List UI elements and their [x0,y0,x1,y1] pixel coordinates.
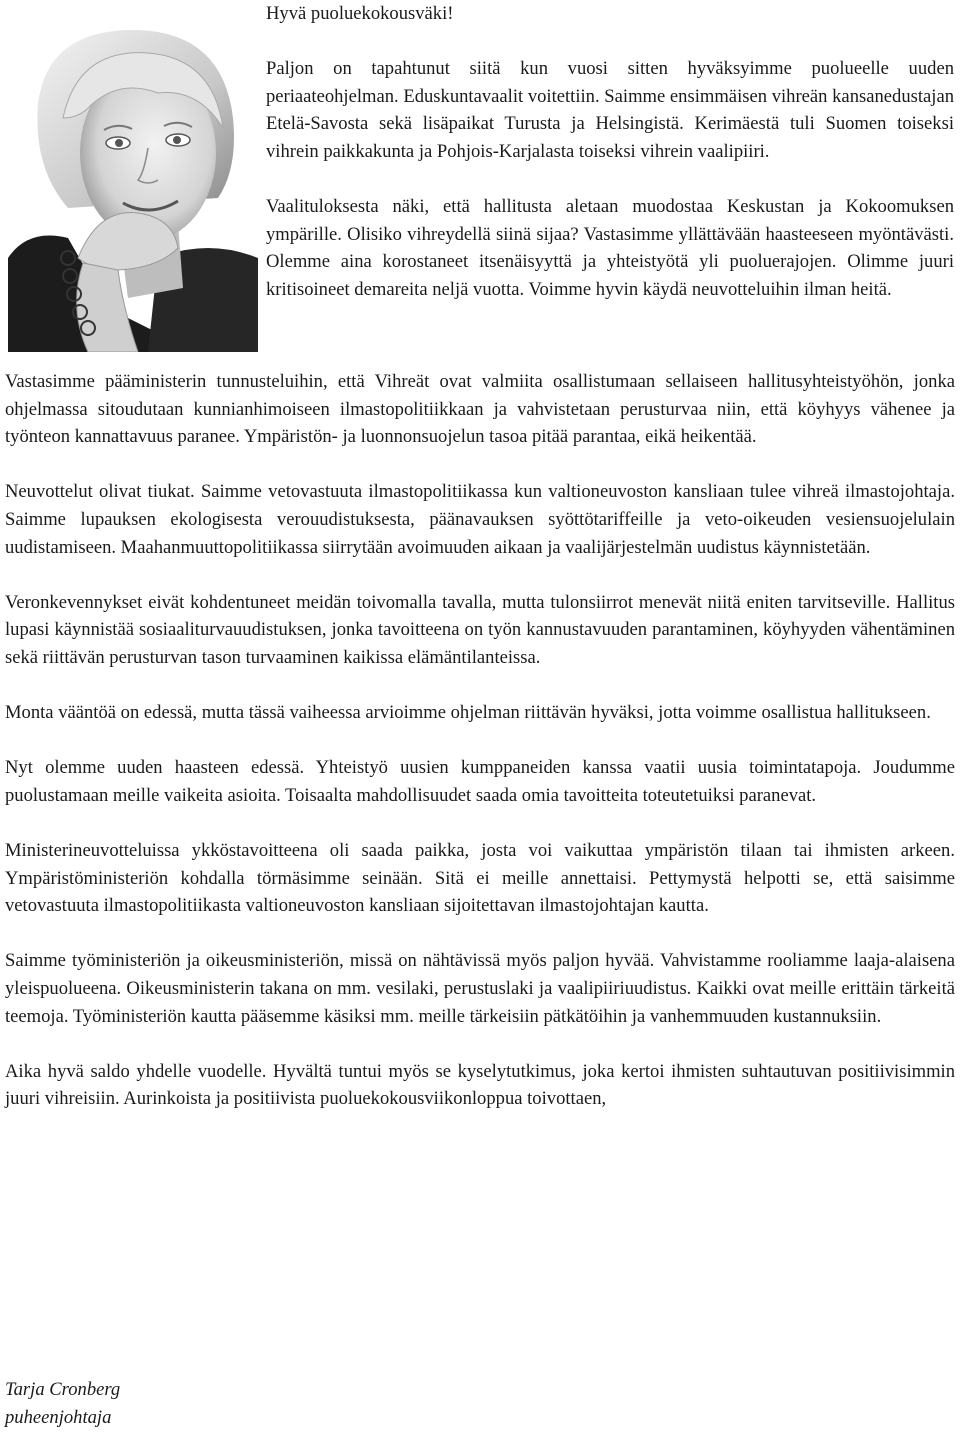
intro-paragraph: Vaalituloksesta näki, että hallitusta aletaan muodostaa Keskustan ja Kokoomuksen ympärille. Olisiko vihreydellä siinä sijaa? Vastasimme yllättävään haasteeseen myöntävästi. Olemme aina korostaneet itsenäisyyttä ja yhteistyötä yli puoluerajojen. Olimme juuri kritisoineet demareita neljä vuotta. Voimme hyvin käydä neuvotteluihin ilman heitä. [266,196,954,300]
greeting: Hyvä puoluekokousväki! [266,3,454,24]
body-paragraph: Neuvottelut olivat tiukat. Saimme vetovastuuta ilmastopolitiikassa kun valtioneuvoston kansliaan tulee vihreä ilmastojohtaja. Saimme lupauksen ekologisesta verouudistuksesta, päänavauksen syöttötariffeille ja veto-oikeuden vesiensuojelulain uudistamiseen. Maahanmuuttopolitiikassa siirrytään avoimuuden aikaan ja vaalijärjestelmän uudistus käynnistetään. [5,481,955,558]
body-paragraph: Vastasimme pääministerin tunnusteluihin, että Vihreät ovat valmiita osallistumaan sellaiseen hallitusyhteistyöhön, jonka ohjelmassa sitoudutaan kunnianhimoiseen ilmastopolitiikkaan ja vahvistetaan perusturvaa niin, että köyhyys vähenee ja työnteon kannattavuus paranee. Ympäristön- ja luonnonsuojelun tasoa pitää parantaa, eikä heikentää. [5,371,955,448]
body-paragraph: Aika hyvä saldo yhdelle vuodelle. Hyvältä tuntui myös se kyselytutkimus, joka kertoi ihmisten suhtautuvan positiivisimmin juuri vihreisiin. Aurinkoista ja positiivista puoluekokousviikonloppua toivottaen, [5,1060,955,1110]
body-paragraph: Veronkevennykset eivät kohdentuneet meidän toivomalla tavalla, mutta tulonsiirrot menevät niitä eniten tarvitseville. Hallitus lupasi käynnistää sosiaaliturvauudistuksen, jonka tavoitteena on työn kannustavuuden parantaminen, köyhyyden vähentäminen sekä riittävän perusturvan tason turvaaminen kaikissa elämäntilanteissa. [5,591,955,668]
signature-title: puheenjohtaja [5,1407,112,1428]
signature [5,1376,120,1432]
author-portrait [8,8,258,352]
body-paragraph: Nyt olemme uuden haasteen edessä. Yhteistyö uusien kumppaneiden kanssa vaatii uusia toimintatapoja. Joudumme puolustamaan meille vaikeita asioita. Toisaalta mahdollisuudet saada omia tavoitteita toteutetuiksi paranevat. [5,757,955,806]
body-paragraph: Monta vääntöä on edessä, mutta tässä vaiheessa arvioimme ohjelman riittävän hyväksi, jotta voimme osallistua hallitukseen. [5,702,931,724]
intro-paragraph: Paljon on tapahtunut siitä kun vuosi sitten hyväksyimme puolueelle uuden periaateohjelman. Eduskuntavaalit voitettiin. Saimme ensimmäisen vihreän kansanedustajan Etelä-Savosta sekä lisäpaikat Turusta ja Helsingistä. Kerimäestä tuli Suomen toiseksi vihrein paikkakunta ja Pohjois-Karjalasta toiseksi vihrein vaalipiiri. [266,58,954,162]
intro-block [266,0,954,304]
body-paragraph: Ministerineuvotteluissa ykköstavoitteena oli saada paikka, josta voi vaikuttaa ympäristön tilaan tai ihmisten arkeen. Ympäristöministeriön kohdalla törmäsimme seinään. Sitä ei meille annettaisi. Pettymystä helpotti se, että saisimme vetovastuuta ilmastopolitiikasta valtioneuvoston kansliaan sijoitettavan ilmastojohtajan kautta. [5,840,955,917]
letter-body [5,368,955,1113]
body-paragraph: Saimme työministeriön ja oikeusministeriön, missä on nähtävissä myös paljon hyvää. Vahvistamme rooliamme laaja-alaisena yleispuolueena. Oikeusministerin takana on mm. vesilaki, perustuslaki ja vaalipiiriuudistus. Kaikki ovat meille erittäin tärkeitä teemoja. Työministeriön kautta pääsemme käsiksi mm. meille tärkeisiin pätkätöihin ja vanhemmuuden kustannuksiin. [5,950,955,1027]
signature-name: Tarja Cronberg [5,1379,121,1400]
